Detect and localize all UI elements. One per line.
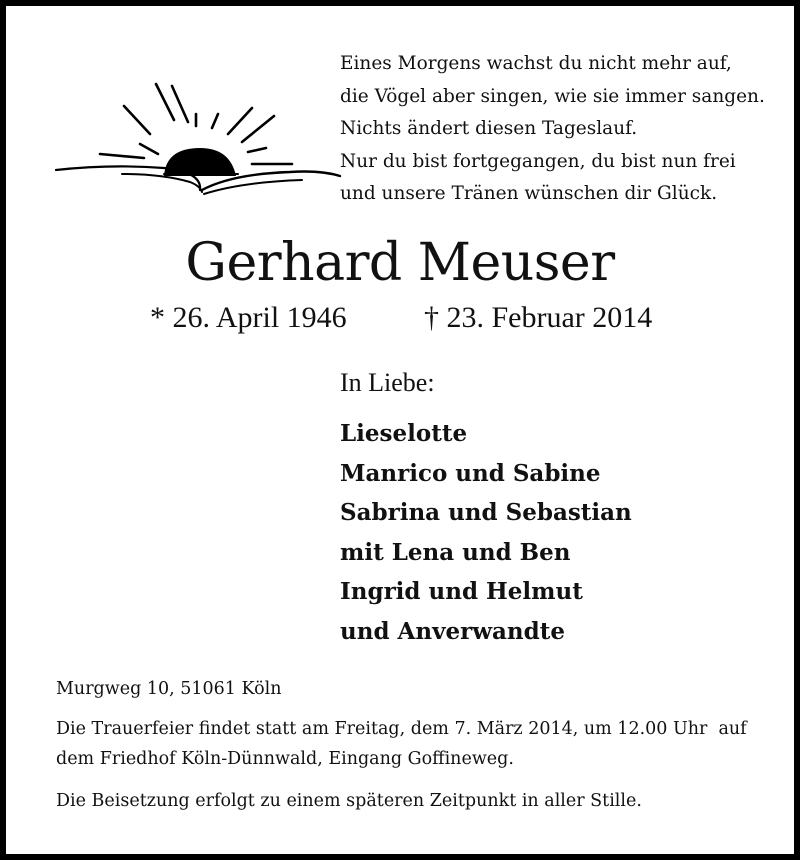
- mourner-name: Ingrid und Helmut: [340, 578, 583, 605]
- mourners-list: [340, 414, 632, 651]
- ceremony-line: dem Friedhof Köln-Dünnwald, Eingang Goffineweg.: [56, 749, 514, 769]
- mourner-name: Lieselotte: [340, 420, 468, 447]
- mourner-name: mit Lena und Ben: [340, 538, 571, 566]
- mourner-name: und Anverwandte: [340, 617, 565, 645]
- ceremony-info: [56, 714, 747, 774]
- mourner-name: Sabrina und Sebastian: [340, 499, 632, 526]
- address: Murgweg 10, 51061 Köln: [56, 679, 282, 699]
- poem-line: die Vögel aber singen, wie sie immer sangen.: [340, 85, 765, 107]
- poem: [340, 48, 780, 211]
- poem-line: Nur du bist fortgegangen, du bist nun frei: [340, 150, 736, 172]
- poem-line: Nichts ändert diesen Tageslauf.: [340, 118, 638, 139]
- ceremony-line: Die Trauerfeier findet statt am Freitag, dem 7. März 2014, um 12.00 Uhr auf: [56, 719, 747, 739]
- poem-line: und unsere Tränen wünschen dir Glück.: [340, 183, 718, 204]
- death-date: † 23. Februar 2014: [424, 301, 653, 334]
- mourner-name: Manrico und Sabine: [340, 459, 601, 487]
- birth-date: * 26. April 1946: [150, 301, 347, 334]
- poem-line: Eines Morgens wachst du nicht mehr auf,: [340, 53, 732, 74]
- rising-sun-icon: [52, 78, 342, 198]
- deceased-name: Gerhard Meuser: [185, 233, 615, 293]
- mourners-intro: In Liebe:: [340, 368, 435, 397]
- burial-info: Die Beisetzung erfolgt zu einem späteren Zeitpunkt in aller Stille.: [56, 791, 642, 811]
